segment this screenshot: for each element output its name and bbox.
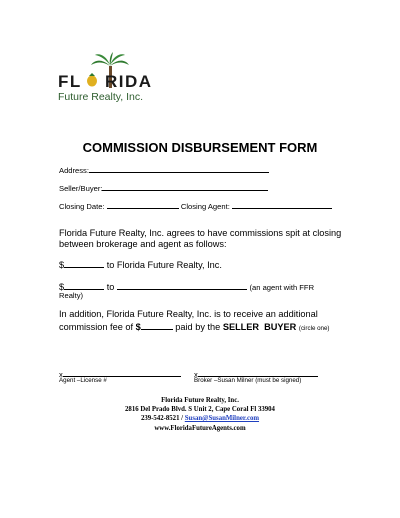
agent-amount-field[interactable] <box>64 280 104 290</box>
broker-label: Broker –Susan Milner (must be signed) <box>194 377 302 384</box>
additional-line-a: In addition, Florida Future Realty, Inc. is to receive an additional <box>59 309 318 319</box>
pineapple-icon <box>86 73 98 87</box>
brokerage-text: to Florida Future Realty, Inc. <box>106 260 222 270</box>
split-line-brokerage <box>59 258 222 271</box>
address-label: Address: <box>59 166 89 175</box>
realty-cont-text: Realty) <box>59 291 84 300</box>
agent-with-text: (an agent with FFR <box>249 283 315 292</box>
seller-buyer-label: Seller/Buyer: <box>59 184 103 193</box>
footer-address: 2816 Del Prado Blvd. S Unit 2, Cape Coral Fl 33904 <box>125 406 275 414</box>
logo-word-right: RIDA <box>105 72 153 91</box>
footer-website[interactable]: www.FloridaFutureAgents.com <box>154 424 246 432</box>
sig-x: x <box>194 370 198 379</box>
paid-by-text: paid by the <box>175 322 221 332</box>
dollar-sign: $ <box>59 260 65 270</box>
footer-company: Florida Future Realty, Inc. <box>161 397 239 404</box>
footer-contact <box>0 414 400 423</box>
address-field[interactable] <box>89 163 269 173</box>
intro-paragraph: Florida Future Realty, Inc. agrees to have commissions spit at closing between brokerage and agent as follows: <box>59 228 342 249</box>
seller-buyer-row <box>59 181 268 193</box>
commission-fee-field[interactable] <box>141 320 173 330</box>
agent-signature-line[interactable] <box>63 367 181 377</box>
agent-name-field[interactable] <box>117 280 247 290</box>
company-logo <box>56 52 166 106</box>
footer-phone: 239-542-8521 / <box>140 415 184 423</box>
closing-date-label: Closing Date: <box>59 202 105 211</box>
closing-row <box>59 199 332 211</box>
form-title: COMMISSION DISBURSEMENT FORM <box>82 140 318 155</box>
footer <box>0 396 400 433</box>
closing-agent-label: Closing Agent: <box>180 202 230 211</box>
logo-word-left: FL <box>58 72 82 91</box>
to-text: to <box>106 282 115 292</box>
closing-agent-field[interactable] <box>232 199 332 209</box>
circle-one-text: (circle one) <box>298 325 330 332</box>
agent-license-label: Agent –License # <box>59 377 107 384</box>
dollar-sign: $ <box>135 322 141 332</box>
footer-email-link[interactable]: Susan@SusanMilner.com <box>184 415 260 423</box>
broker-signature-line[interactable] <box>198 367 318 377</box>
closing-date-field[interactable] <box>107 199 179 209</box>
split-line-agent <box>59 280 314 293</box>
seller-buyer-choice[interactable]: SELLER BUYER <box>222 322 297 332</box>
address-row <box>59 163 269 175</box>
logo-subtitle: Future Realty, Inc. <box>58 91 144 103</box>
dollar-sign: $ <box>59 282 65 292</box>
sig-x: x <box>59 370 63 379</box>
seller-buyer-field[interactable] <box>102 181 268 191</box>
commission-fee-text: commission fee of <box>59 322 134 332</box>
brokerage-amount-field[interactable] <box>64 258 104 268</box>
additional-line-b <box>59 320 330 334</box>
